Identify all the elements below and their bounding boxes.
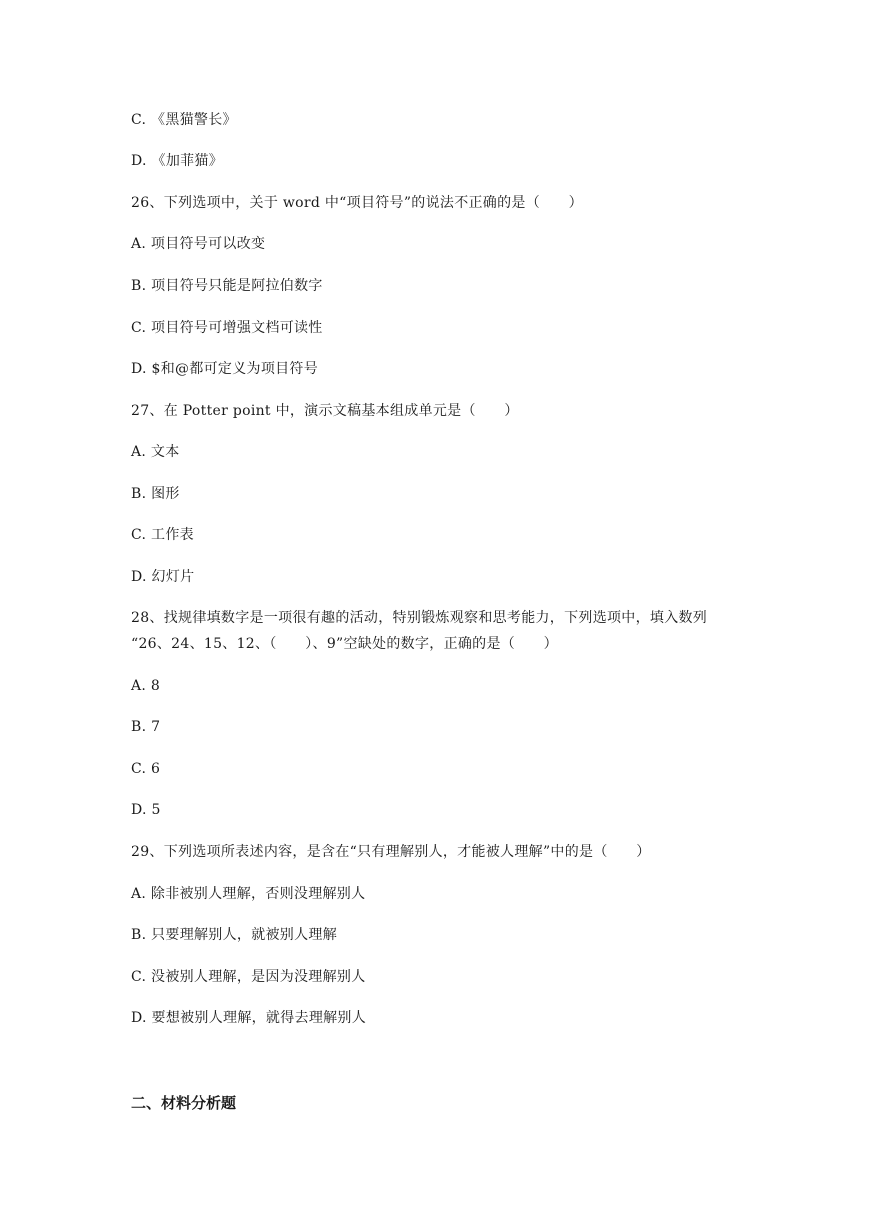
option-d-q28: D. 5 — [131, 802, 161, 818]
option-b-q29: B. 只要理解别人，就被别人理解 — [131, 927, 337, 943]
question-27: 27、在 Potter point 中，演示文稿基本组成单元是（ ） — [131, 403, 519, 419]
option-c-q25: C. 《黑猫警长》 — [131, 112, 237, 128]
option-b-q26: B. 项目符号只能是阿拉伯数字 — [131, 278, 323, 294]
option-b-q27: B. 图形 — [131, 486, 180, 502]
option-b-q28: B. 7 — [131, 719, 161, 735]
question-29: 29、下列选项所表述内容，是含在“只有理解别人，才能被人理解”中的是（ ） — [131, 844, 651, 860]
option-d-q25: D. 《加菲猫》 — [131, 153, 224, 169]
option-a-q29: A. 除非被别人理解，否则没理解别人 — [131, 886, 366, 902]
question-28-line-1: 28、找规律填数字是一项很有趣的活动，特别锻炼观察和思考能力，下列选项中，填入数列 — [131, 610, 708, 626]
option-c-q26: C. 项目符号可增强文档可读性 — [131, 320, 323, 336]
option-a-q27: A. 文本 — [131, 444, 180, 460]
option-c-q28: C. 6 — [131, 761, 161, 777]
question-28-line-2: “26、24、15、12、（ ）、9”空缺处的数字，正确的是（ ） — [131, 636, 558, 652]
option-c-q29: C. 没被别人理解，是因为没理解别人 — [131, 969, 366, 985]
option-d-q27: D. 幻灯片 — [131, 569, 195, 585]
section-heading: 二、材料分析题 — [131, 1094, 237, 1112]
option-a-q28: A. 8 — [131, 678, 161, 694]
option-d-q29: D. 要想被别人理解，就得去理解别人 — [131, 1010, 367, 1026]
option-a-q26: A. 项目符号可以改变 — [131, 236, 266, 252]
option-d-q26: D. $和@都可定义为项目符号 — [131, 361, 319, 377]
question-26: 26、下列选项中，关于 word 中“项目符号”的说法不正确的是（ ） — [131, 195, 583, 211]
option-c-q27: C. 工作表 — [131, 527, 194, 543]
